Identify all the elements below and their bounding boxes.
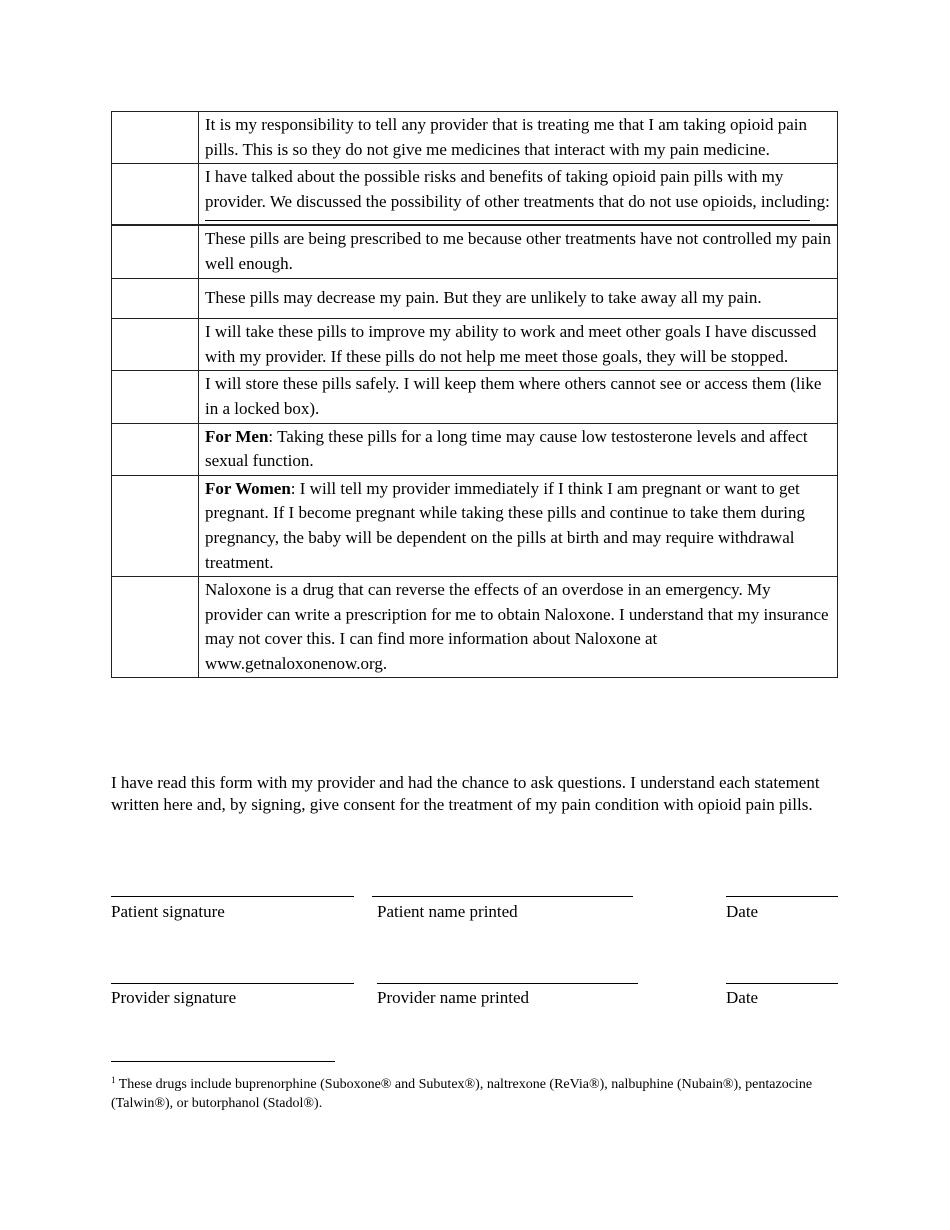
- statement-text: These pills may decrease my pain. But they are unlikely to take away all my pain.: [199, 278, 838, 319]
- initials-cell[interactable]: [112, 577, 199, 678]
- provider-name-label: Provider name printed: [377, 988, 530, 1007]
- statement-row: [112, 112, 838, 164]
- provider-signature-label: Provider signature: [111, 988, 237, 1007]
- footnote-marker: 1: [111, 1075, 116, 1085]
- initials-cell[interactable]: [112, 475, 199, 576]
- initials-cell[interactable]: [112, 112, 199, 164]
- statements-table: [111, 111, 838, 678]
- statement-text: Naloxone is a drug that can reverse the effects of an overdose in an emergency. My provider can write a prescription for me to obtain Naloxone. I understand that my insurance may not cover this. I can find more information about Naloxone at www.getnaloxonenow.org.: [199, 577, 838, 678]
- initials-cell[interactable]: [112, 423, 199, 475]
- footnote-divider: [111, 1061, 335, 1062]
- footnote: [111, 1071, 841, 1113]
- patient-signature-label: Patient signature: [111, 902, 225, 921]
- statement-row: [112, 475, 838, 576]
- statement-cell: [199, 164, 838, 226]
- provider-date-label: Date: [726, 988, 759, 1007]
- initials-cell[interactable]: [112, 278, 199, 319]
- statement-row: [112, 371, 838, 423]
- provider-date-line[interactable]: [726, 983, 838, 984]
- statement-text: These pills are being prescribed to me because other treatments have not controlled my pain well enough.: [199, 225, 838, 278]
- patient-name-line[interactable]: [372, 896, 633, 897]
- statement-text: I will take these pills to improve my ability to work and meet other goals I have discussed with my provider. If these pills do not help me meet those goals, they will be stopped.: [199, 319, 838, 371]
- statement-text: It is my responsibility to tell any provider that is treating me that I am taking opioid pain pills. This is so they do not give me medicines that interact with my pain medicine.: [199, 112, 838, 164]
- initials-cell[interactable]: [112, 371, 199, 423]
- consent-paragraph: I have read this form with my provider and had the chance to ask questions. I understand each statement written here and, by signing, give consent for the treatment of my pain condition with opioid pain pills.: [111, 773, 820, 814]
- patient-signature-line[interactable]: [111, 896, 354, 897]
- other-treatments-blank[interactable]: [205, 220, 810, 221]
- statement-row: [112, 577, 838, 678]
- statement-row: [112, 319, 838, 371]
- statement-row: [112, 225, 838, 278]
- patient-name-label: Patient name printed: [377, 902, 518, 921]
- statement-text: I will store these pills safely. I will keep them where others cannot see or access them (like in a locked box).: [199, 371, 838, 423]
- patient-date-line[interactable]: [726, 896, 838, 897]
- footnote-text: These drugs include buprenorphine (Suboxone® and Subutex®), naltrexone (ReVia®), nalbuphine (Nubain®), pentazocine (Talwin®), or butorphanol (Stadol®).: [111, 1077, 813, 1111]
- statement-row: [112, 164, 838, 226]
- statement-row: [112, 278, 838, 319]
- statement-heading: For Women: [205, 478, 291, 498]
- statement-row: [112, 423, 838, 475]
- initials-cell[interactable]: [112, 225, 199, 278]
- statement-heading: For Men: [205, 426, 269, 446]
- patient-date-label: Date: [726, 902, 759, 921]
- statement-text: : Taking these pills for a long time may cause low testosterone levels and affect sexual function.: [205, 426, 808, 471]
- statement-cell: [199, 423, 838, 475]
- provider-name-line[interactable]: [377, 983, 638, 984]
- statement-cell: [199, 475, 838, 576]
- initials-cell[interactable]: [112, 319, 199, 371]
- statement-text: I have talked about the possible risks and benefits of taking opioid pain pills with my provider. We discussed the possibility of other treatments that do not use opioids, including:: [205, 167, 830, 211]
- provider-signature-line[interactable]: [111, 983, 354, 984]
- initials-cell[interactable]: [112, 164, 199, 226]
- statement-text: : I will tell my provider immediately if I think I am pregnant or want to get pregnant. If I become pregnant while taking these pills and continue to take them during pregnancy, the baby will be dependent on the pills at birth and may require withdrawal treatment.: [205, 478, 806, 572]
